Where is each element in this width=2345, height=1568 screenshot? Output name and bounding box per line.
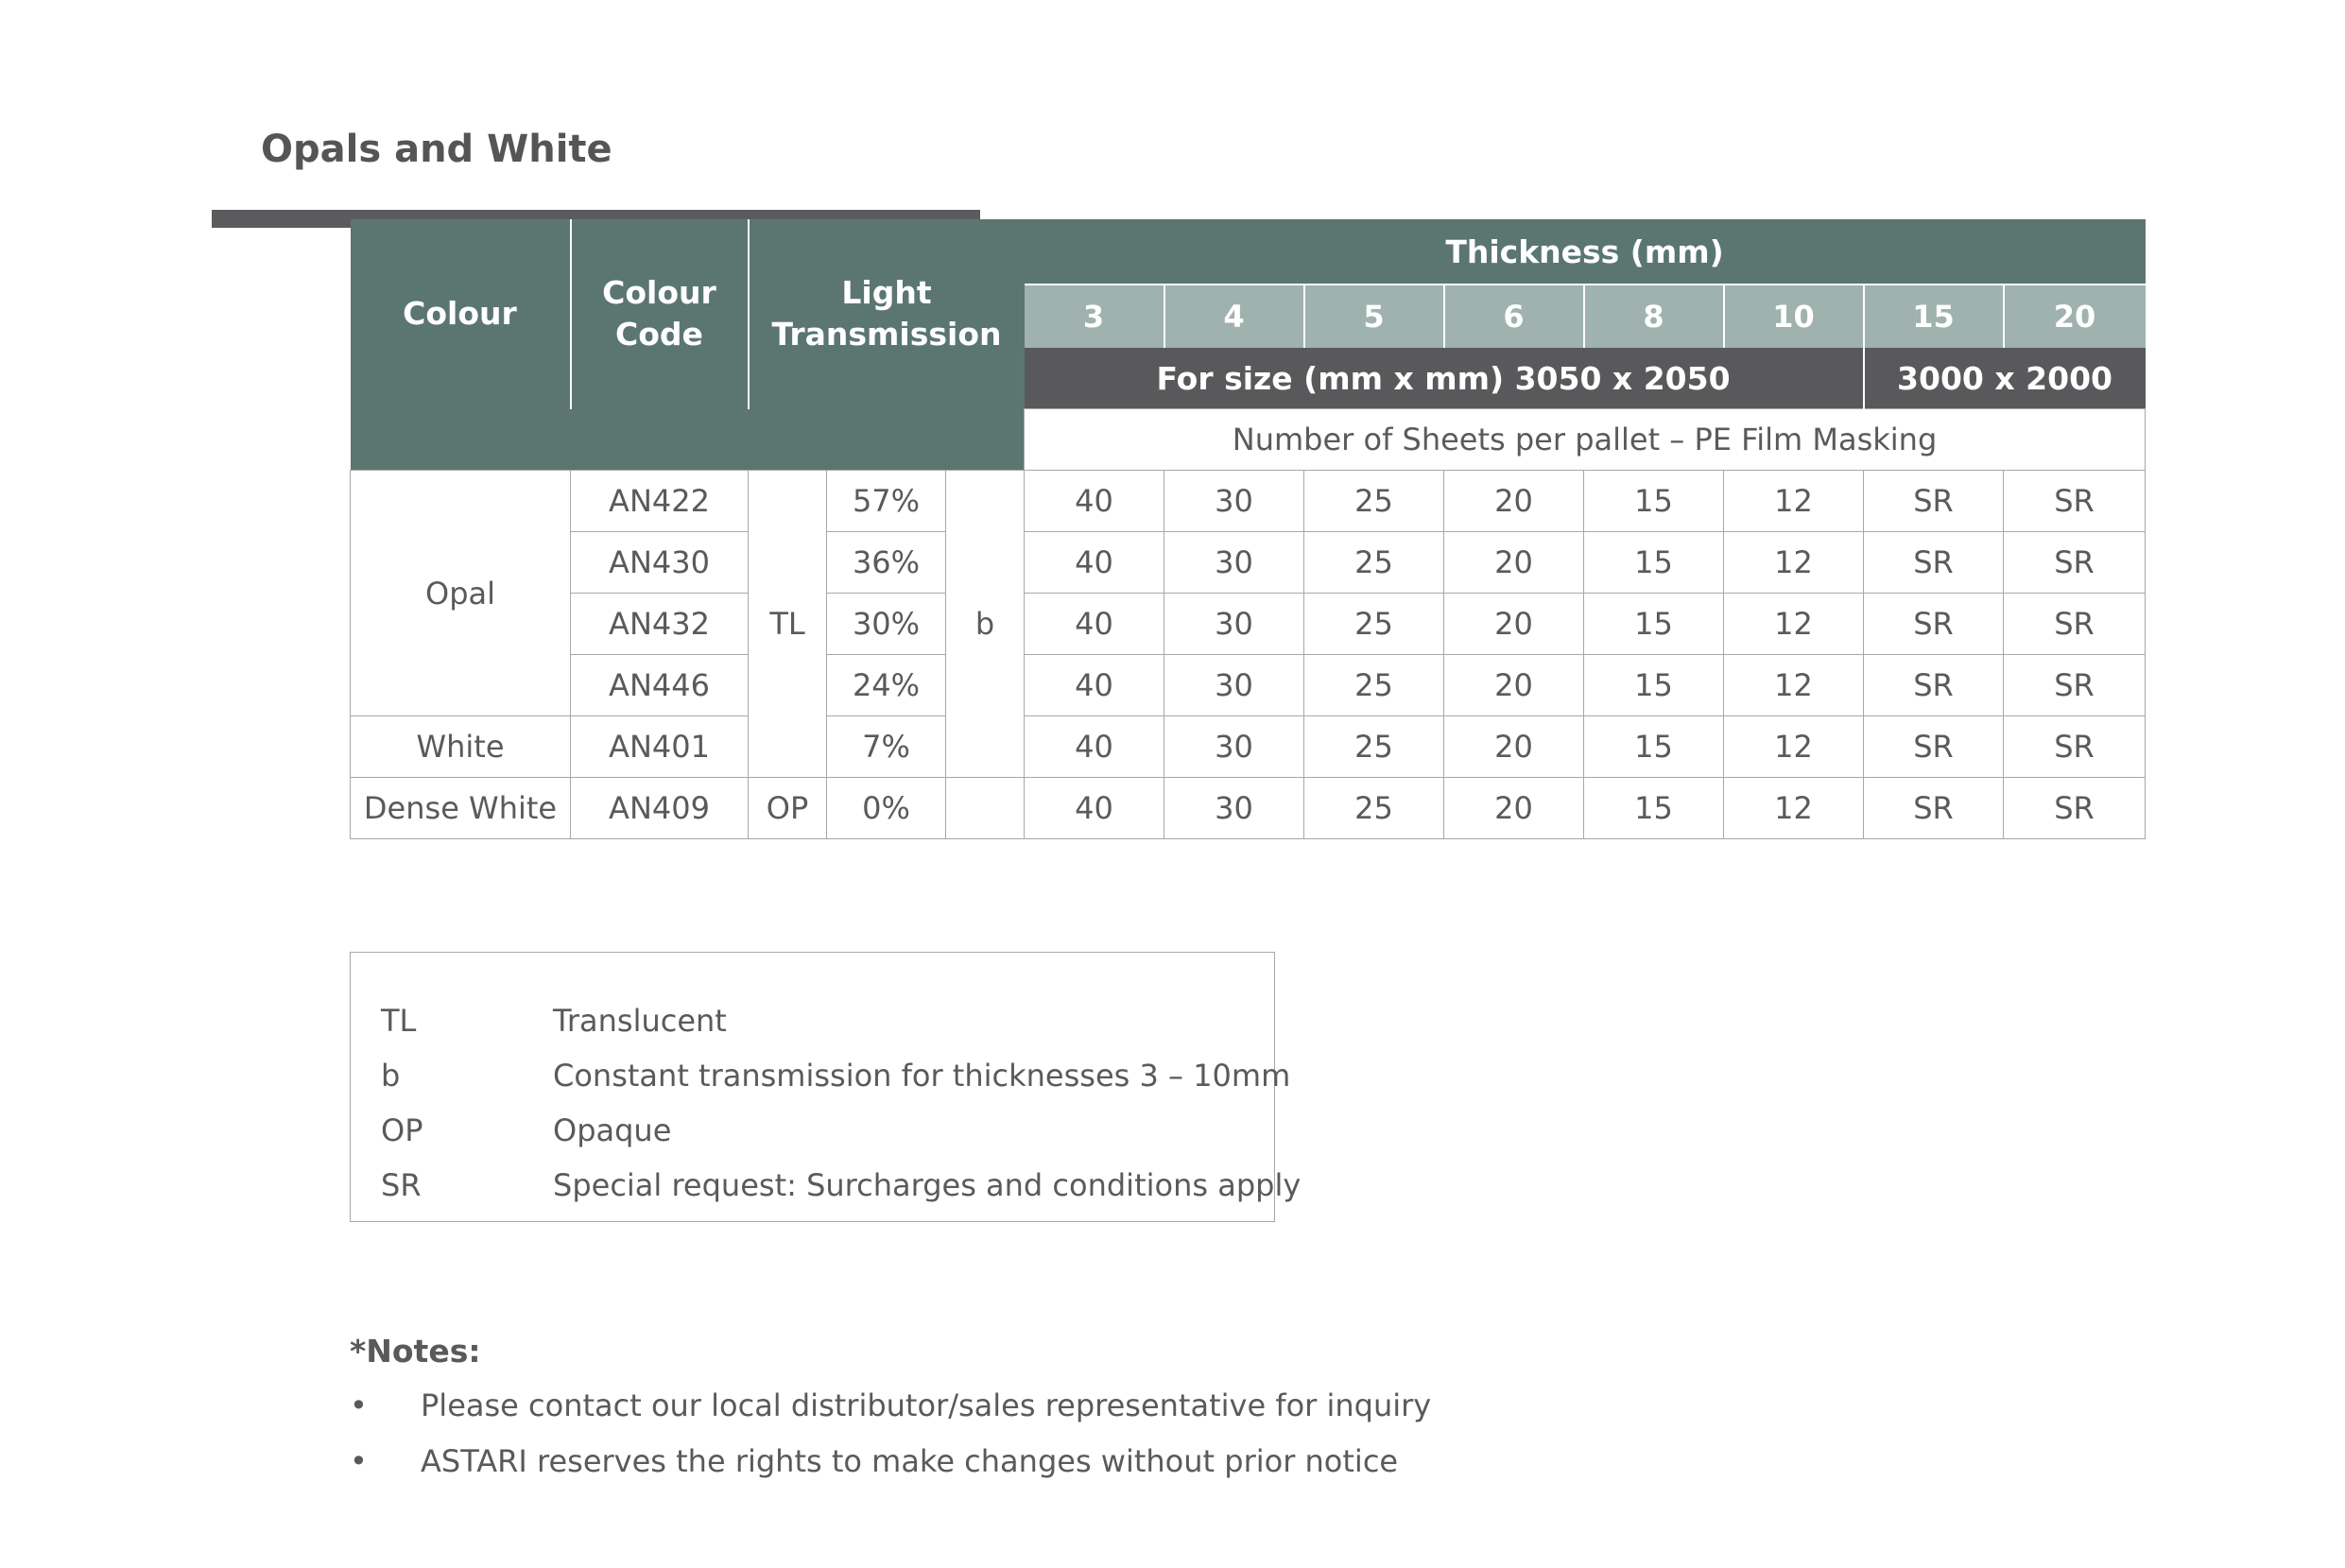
transmission-pct: 57%: [827, 471, 946, 532]
legend-key: OP: [381, 1112, 423, 1148]
header-colour: Colour: [351, 219, 571, 409]
sheet-count: 40: [1025, 532, 1164, 594]
colour-code: AN430: [571, 532, 749, 594]
thickness-value: 20: [2004, 284, 2146, 348]
bullet-icon: •: [350, 1387, 368, 1423]
colour-code: AN432: [571, 594, 749, 655]
sheet-count: SR: [1864, 594, 2004, 655]
sheet-count: 15: [1584, 716, 1724, 778]
table-row: [351, 778, 2146, 839]
legend-key: TL: [381, 1003, 417, 1039]
sheet-count: 12: [1724, 594, 1864, 655]
page-title: Opals and White: [261, 128, 612, 171]
sheet-count: SR: [2004, 471, 2146, 532]
sheet-count: 30: [1164, 532, 1304, 594]
colour-code: AN446: [571, 655, 749, 716]
header-size-a: For size (mm x mm) 3050 x 2050: [1025, 348, 1864, 409]
header-colour-code: Colour Code: [571, 219, 749, 409]
thickness-value: 8: [1584, 284, 1724, 348]
colour-code: AN401: [571, 716, 749, 778]
note-text: ASTARI reserves the rights to make changes without prior notice: [421, 1443, 1399, 1479]
sheet-count: 20: [1444, 778, 1584, 839]
sheet-count: 20: [1444, 655, 1584, 716]
transparency-tl: TL: [749, 471, 827, 778]
sheet-count: 30: [1164, 471, 1304, 532]
thickness-value: 6: [1444, 284, 1584, 348]
header-fill: [351, 409, 1025, 471]
sheet-count: 25: [1304, 594, 1444, 655]
legend-value: Constant transmission for thicknesses 3 – 10mm: [553, 1058, 1291, 1094]
header-masking: Number of Sheets per pallet – PE Film Masking: [1025, 409, 2146, 471]
sheet-count: 12: [1724, 655, 1864, 716]
header-size-b: 3000 x 2000: [1864, 348, 2146, 409]
legend-key: SR: [381, 1167, 422, 1203]
sheet-count: 12: [1724, 532, 1864, 594]
colour-code: AN409: [571, 778, 749, 839]
transmission-note-empty: [946, 778, 1025, 839]
sheet-count: 30: [1164, 594, 1304, 655]
transmission-pct: 0%: [827, 778, 946, 839]
sheet-count: 20: [1444, 471, 1584, 532]
transmission-pct: 30%: [827, 594, 946, 655]
sheet-count: 25: [1304, 778, 1444, 839]
transmission-pct: 7%: [827, 716, 946, 778]
sheet-count: 20: [1444, 532, 1584, 594]
header-thickness: Thickness (mm): [1025, 219, 2146, 284]
notes-title: *Notes:: [350, 1333, 481, 1370]
sheet-count: 40: [1025, 778, 1164, 839]
table-row: [351, 471, 2146, 532]
bullet-icon: •: [350, 1443, 368, 1479]
sheet-count: 12: [1724, 778, 1864, 839]
table-row: [351, 716, 2146, 778]
sheet-count: 15: [1584, 655, 1724, 716]
sheet-count: 25: [1304, 532, 1444, 594]
product-spec-table: [350, 219, 2146, 839]
transmission-pct: 24%: [827, 655, 946, 716]
sheet-count: SR: [2004, 655, 2146, 716]
sheet-count: 15: [1584, 778, 1724, 839]
table-row: [351, 532, 2146, 594]
legend-value: Translucent: [553, 1003, 727, 1039]
sheet-count: 12: [1724, 716, 1864, 778]
header-light-transmission: Light Transmission: [749, 219, 1025, 409]
thickness-value: 10: [1724, 284, 1864, 348]
transmission-pct: 36%: [827, 532, 946, 594]
transmission-note-b: b: [946, 471, 1025, 778]
sheet-count: SR: [1864, 532, 2004, 594]
sheet-count: 25: [1304, 716, 1444, 778]
transparency-op: OP: [749, 778, 827, 839]
sheet-count: 40: [1025, 655, 1164, 716]
sheet-count: 15: [1584, 594, 1724, 655]
sheet-count: SR: [2004, 716, 2146, 778]
sheet-count: SR: [1864, 716, 2004, 778]
sheet-count: 40: [1025, 716, 1164, 778]
sheet-count: 20: [1444, 716, 1584, 778]
sheet-count: 30: [1164, 655, 1304, 716]
sheet-count: 25: [1304, 655, 1444, 716]
table-row: [351, 594, 2146, 655]
sheet-count: 25: [1304, 471, 1444, 532]
thickness-value: 3: [1025, 284, 1164, 348]
legend-value: Special request: Surcharges and conditions apply: [553, 1167, 1302, 1203]
legend-key: b: [381, 1058, 401, 1094]
thickness-value: 15: [1864, 284, 2004, 348]
sheet-count: SR: [2004, 532, 2146, 594]
thickness-value: 4: [1164, 284, 1304, 348]
colour-group-white: White: [351, 716, 571, 778]
sheet-count: SR: [1864, 471, 2004, 532]
sheet-count: 12: [1724, 471, 1864, 532]
note-text: Please contact our local distributor/sales representative for inquiry: [421, 1387, 1432, 1423]
sheet-count: 30: [1164, 778, 1304, 839]
sheet-count: SR: [1864, 655, 2004, 716]
sheet-count: 40: [1025, 471, 1164, 532]
colour-group-opal: Opal: [351, 471, 571, 716]
thickness-value: 5: [1304, 284, 1444, 348]
sheet-count: SR: [2004, 778, 2146, 839]
sheet-count: 15: [1584, 471, 1724, 532]
sheet-count: 15: [1584, 532, 1724, 594]
table-row: [351, 655, 2146, 716]
colour-group-dense-white: Dense White: [351, 778, 571, 839]
sheet-count: 30: [1164, 716, 1304, 778]
colour-code: AN422: [571, 471, 749, 532]
legend-value: Opaque: [553, 1112, 672, 1148]
sheet-count: 20: [1444, 594, 1584, 655]
sheet-count: 40: [1025, 594, 1164, 655]
sheet-count: SR: [2004, 594, 2146, 655]
legend-box: [350, 952, 1302, 1222]
sheet-count: SR: [1864, 778, 2004, 839]
